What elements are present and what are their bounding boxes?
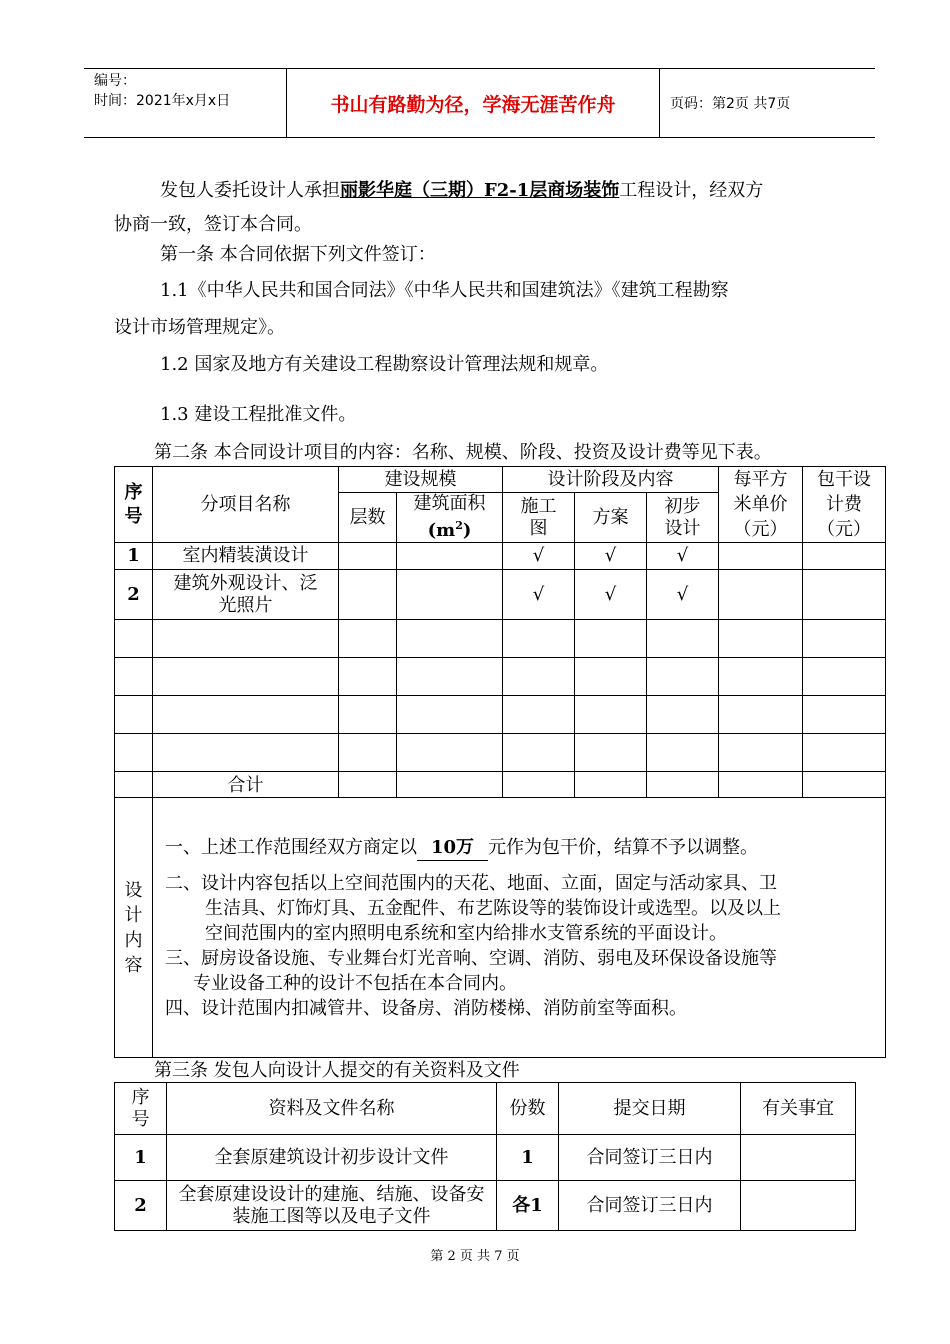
design-content-label: 设计内容 bbox=[115, 798, 153, 1058]
content-line4: 四、设计范围内扣减管井、设备房、消防楼梯、消防前室等面积。 bbox=[165, 997, 687, 1019]
col-lump-sum-header: 包干设计费（元） bbox=[803, 467, 886, 543]
article1-item1b: 设计市场管理规定》。 bbox=[114, 317, 285, 338]
area-unit: $(m^2)$ bbox=[427, 519, 472, 541]
row-copies: 各1 bbox=[497, 1181, 559, 1231]
lump-sum-value: 10万 bbox=[417, 835, 488, 861]
area-label: 建筑面积 bbox=[413, 493, 486, 514]
col-construction-header: 施工图 bbox=[503, 493, 575, 543]
header-meta bbox=[84, 69, 286, 137]
col-area-header bbox=[397, 493, 503, 543]
row-floors bbox=[339, 543, 397, 570]
intro-text-b: 工程设计，经双方 bbox=[619, 180, 764, 201]
col-preliminary-header: 初步设计 bbox=[647, 493, 719, 543]
article1-item1a: 1.1《中华人民共和国合同法》《中华人民共和国建筑法》《建筑工程勘察 bbox=[160, 280, 729, 301]
col-date-header: 提交日期 bbox=[559, 1083, 741, 1135]
intro-line1 bbox=[160, 178, 763, 204]
row-name: 建筑外观设计、泛光照片 bbox=[153, 570, 339, 620]
row-check-preliminary: √ bbox=[647, 543, 719, 570]
header-page-label: 页码：第2页 共7页 bbox=[670, 96, 791, 112]
row-seq: 1 bbox=[115, 1135, 167, 1181]
col-seq-header: 序号 bbox=[115, 1083, 167, 1135]
col-seq-header: 序号 bbox=[115, 467, 153, 543]
col-scheme-header: 方案 bbox=[575, 493, 647, 543]
row-doc-name: 全套原建筑设计初步设计文件 bbox=[167, 1135, 497, 1181]
article3-title: 第三条 发包人向设计人提交的有关资料及文件 bbox=[154, 1060, 520, 1081]
content-line2b: 生洁具、灯饰灯具、五金配件、布艺陈设等的装饰设计或选型。以及以上 bbox=[205, 897, 781, 919]
row-name: 室内精装潢设计 bbox=[153, 543, 339, 570]
col-floors-header: 层数 bbox=[339, 493, 397, 543]
row-check-scheme: √ bbox=[575, 570, 647, 620]
content-line3a: 三、厨房设备设施、专业舞台灯光音响、空调、消防、弱电及环保设备设施等 bbox=[165, 947, 777, 969]
code-label: 编号： bbox=[94, 73, 136, 89]
col-scale-header: 建设规模 bbox=[339, 467, 503, 493]
row-check-construction: √ bbox=[503, 543, 575, 570]
page-header bbox=[84, 68, 875, 138]
table-row bbox=[115, 1135, 856, 1181]
table-row bbox=[115, 543, 886, 570]
page-footer: 第 2 页 共 7 页 bbox=[430, 1249, 520, 1264]
total-label: 合计 bbox=[153, 772, 339, 798]
row-doc-name: 全套原建设设计的建施、结施、设备安装施工图等以及电子文件 bbox=[167, 1181, 497, 1231]
row-unit-price bbox=[719, 543, 803, 570]
row-lump-sum bbox=[803, 570, 886, 620]
col-notes-header: 有关事宜 bbox=[741, 1083, 856, 1135]
design-items-table bbox=[114, 466, 886, 1058]
row-unit-price bbox=[719, 570, 803, 620]
row-seq: 2 bbox=[115, 1181, 167, 1231]
row-notes bbox=[741, 1135, 856, 1181]
col-name-header: 分项目名称 bbox=[153, 467, 339, 543]
row-seq: 1 bbox=[115, 543, 153, 570]
project-name: 丽影华庭（三期）F2-1层商场装饰 bbox=[340, 180, 620, 201]
design-content-row bbox=[115, 798, 886, 1058]
intro-line2: 协商一致，签订本合同。 bbox=[114, 214, 312, 235]
total-row bbox=[115, 772, 886, 798]
row-seq: 2 bbox=[115, 570, 153, 620]
col-phase-header: 设计阶段及内容 bbox=[503, 467, 719, 493]
table-row bbox=[115, 570, 886, 620]
intro-text-a: 发包人委托设计人承担 bbox=[160, 180, 340, 201]
col-copies-header: 份数 bbox=[497, 1083, 559, 1135]
header-motto: 书山有路勤为径，学海无涯苦作舟 bbox=[286, 69, 660, 137]
row-check-scheme: √ bbox=[575, 543, 647, 570]
col-unit-price-header: 每平方米单价（元） bbox=[719, 467, 803, 543]
article1-title: 第一条 本合同依据下列文件签订： bbox=[160, 244, 436, 265]
row-date: 合同签订三日内 bbox=[559, 1181, 741, 1231]
row-date: 合同签订三日内 bbox=[559, 1135, 741, 1181]
row-check-preliminary: √ bbox=[647, 570, 719, 620]
row-copies: 1 bbox=[497, 1135, 559, 1181]
row-lump-sum bbox=[803, 543, 886, 570]
table-row bbox=[115, 696, 886, 734]
table-row bbox=[115, 620, 886, 658]
table-row bbox=[115, 734, 886, 772]
content-line3b: 专业设备工种的设计不包括在本合同内。 bbox=[193, 972, 517, 994]
content-line2c: 空间范围内的室内照明电系统和室内给排水支管系统的平面设计。 bbox=[205, 922, 727, 944]
content-line2a: 二、设计内容包括以上空间范围内的天花、地面、立面，固定与活动家具、卫 bbox=[165, 872, 777, 894]
row-floors bbox=[339, 570, 397, 620]
row-area bbox=[397, 543, 503, 570]
submitted-documents-table bbox=[114, 1082, 856, 1231]
design-content-text bbox=[153, 798, 886, 1058]
article1-item2: 1.2 国家及地方有关建设工程勘察设计管理法规和规章。 bbox=[160, 354, 609, 375]
table-row bbox=[115, 658, 886, 696]
col-doc-name-header: 资料及文件名称 bbox=[167, 1083, 497, 1135]
time-label: 时间：2021年x月x日 bbox=[94, 93, 231, 109]
content-line1: 一、上述工作范围经双方商定以 10万 元作为包干价，结算不予以调整。 bbox=[165, 835, 879, 861]
article2-title: 第二条 本合同设计项目的内容：名称、规模、阶段、投资及设计费等见下表。 bbox=[154, 442, 772, 463]
row-notes bbox=[741, 1181, 856, 1231]
row-area bbox=[397, 570, 503, 620]
row-check-construction: √ bbox=[503, 570, 575, 620]
table-row bbox=[115, 1181, 856, 1231]
article1-item3: 1.3 建设工程批准文件。 bbox=[160, 404, 357, 425]
